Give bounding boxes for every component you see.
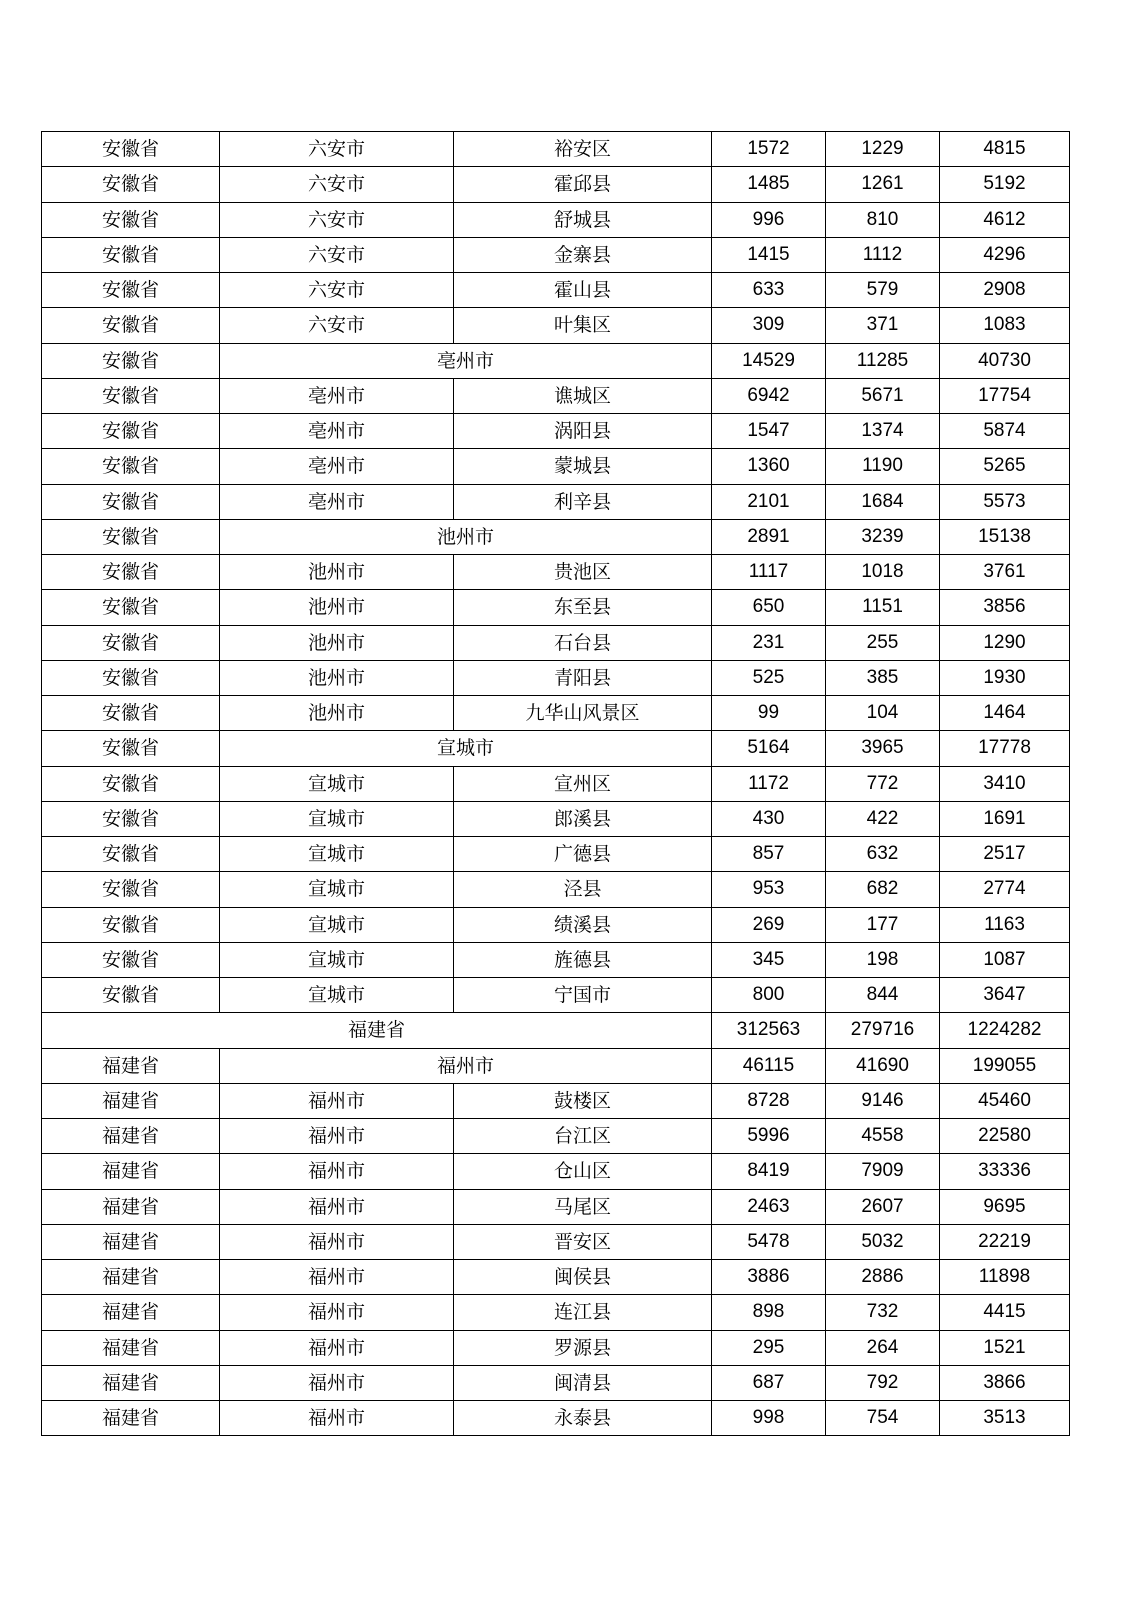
value-cell-1: 1547 <box>712 414 826 449</box>
value-cell-3: 45460 <box>940 1083 1070 1118</box>
value-cell-1: 857 <box>712 837 826 872</box>
county-row <box>42 1330 1070 1365</box>
value-cell-1: 1572 <box>712 132 826 167</box>
county-row <box>42 1224 1070 1259</box>
value-cell-2: 2886 <box>826 1260 940 1295</box>
value-cell-3: 1691 <box>940 801 1070 836</box>
county-row <box>42 625 1070 660</box>
city-cell: 宣城市 <box>220 837 454 872</box>
county-cell: 宁国市 <box>454 978 712 1013</box>
value-cell-3: 17754 <box>940 378 1070 413</box>
city-cell: 六安市 <box>220 273 454 308</box>
value-cell-3: 3866 <box>940 1365 1070 1400</box>
city-cell: 福州市 <box>220 1224 454 1259</box>
value-cell-3: 1224282 <box>940 1013 1070 1048</box>
county-cell: 青阳县 <box>454 660 712 695</box>
value-cell-2: 3965 <box>826 731 940 766</box>
value-cell-2: 9146 <box>826 1083 940 1118</box>
value-cell-2: 11285 <box>826 343 940 378</box>
city-row <box>42 731 1070 766</box>
city-row <box>42 1048 1070 1083</box>
value-cell-3: 3410 <box>940 766 1070 801</box>
value-cell-3: 1290 <box>940 625 1070 660</box>
value-cell-3: 1163 <box>940 907 1070 942</box>
county-row <box>42 942 1070 977</box>
value-cell-2: 5671 <box>826 378 940 413</box>
city-cell: 宣城市 <box>220 766 454 801</box>
province-cell: 安徽省 <box>42 202 220 237</box>
value-cell-3: 17778 <box>940 731 1070 766</box>
value-cell-3: 1930 <box>940 660 1070 695</box>
province-cell: 安徽省 <box>42 660 220 695</box>
city-cell: 池州市 <box>220 696 454 731</box>
county-row <box>42 273 1070 308</box>
county-cell: 泾县 <box>454 872 712 907</box>
city-cell: 宣城市 <box>220 731 712 766</box>
value-cell-1: 2101 <box>712 484 826 519</box>
county-row <box>42 872 1070 907</box>
value-cell-1: 5996 <box>712 1119 826 1154</box>
city-cell: 福州市 <box>220 1083 454 1118</box>
county-row <box>42 978 1070 1013</box>
value-cell-3: 5573 <box>940 484 1070 519</box>
province-cell: 福建省 <box>42 1260 220 1295</box>
county-cell: 马尾区 <box>454 1189 712 1224</box>
city-row <box>42 519 1070 554</box>
province-cell: 福建省 <box>42 1013 712 1048</box>
value-cell-3: 5192 <box>940 167 1070 202</box>
city-cell: 宣城市 <box>220 978 454 1013</box>
value-cell-3: 2908 <box>940 273 1070 308</box>
value-cell-3: 9695 <box>940 1189 1070 1224</box>
value-cell-2: 1018 <box>826 555 940 590</box>
province-cell: 福建省 <box>42 1119 220 1154</box>
province-cell: 安徽省 <box>42 696 220 731</box>
value-cell-1: 14529 <box>712 343 826 378</box>
value-cell-2: 177 <box>826 907 940 942</box>
county-cell: 台江区 <box>454 1119 712 1154</box>
value-cell-2: 732 <box>826 1295 940 1330</box>
city-cell: 池州市 <box>220 625 454 660</box>
value-cell-2: 2607 <box>826 1189 940 1224</box>
county-cell: 利辛县 <box>454 484 712 519</box>
county-cell: 宣州区 <box>454 766 712 801</box>
county-row <box>42 378 1070 413</box>
value-cell-1: 3886 <box>712 1260 826 1295</box>
value-cell-1: 309 <box>712 308 826 343</box>
province-row <box>42 1013 1070 1048</box>
county-row <box>42 1119 1070 1154</box>
value-cell-2: 264 <box>826 1330 940 1365</box>
county-row <box>42 308 1070 343</box>
county-cell: 永泰县 <box>454 1401 712 1436</box>
county-cell: 叶集区 <box>454 308 712 343</box>
county-cell: 涡阳县 <box>454 414 712 449</box>
county-row <box>42 590 1070 625</box>
county-row <box>42 414 1070 449</box>
city-cell: 亳州市 <box>220 343 712 378</box>
value-cell-2: 792 <box>826 1365 940 1400</box>
county-cell: 旌德县 <box>454 942 712 977</box>
county-row <box>42 696 1070 731</box>
province-cell: 福建省 <box>42 1330 220 1365</box>
value-cell-1: 231 <box>712 625 826 660</box>
value-cell-3: 22580 <box>940 1119 1070 1154</box>
value-cell-2: 1684 <box>826 484 940 519</box>
province-cell: 安徽省 <box>42 801 220 836</box>
value-cell-3: 1521 <box>940 1330 1070 1365</box>
county-cell: 晋安区 <box>454 1224 712 1259</box>
value-cell-1: 800 <box>712 978 826 1013</box>
value-cell-2: 41690 <box>826 1048 940 1083</box>
province-cell: 安徽省 <box>42 449 220 484</box>
value-cell-3: 4296 <box>940 237 1070 272</box>
value-cell-1: 650 <box>712 590 826 625</box>
value-cell-1: 8419 <box>712 1154 826 1189</box>
province-cell: 安徽省 <box>42 519 220 554</box>
province-cell: 安徽省 <box>42 978 220 1013</box>
county-row <box>42 1260 1070 1295</box>
county-cell: 绩溪县 <box>454 907 712 942</box>
value-cell-3: 199055 <box>940 1048 1070 1083</box>
province-cell: 安徽省 <box>42 872 220 907</box>
county-row <box>42 555 1070 590</box>
value-cell-1: 898 <box>712 1295 826 1330</box>
county-cell: 蒙城县 <box>454 449 712 484</box>
value-cell-1: 8728 <box>712 1083 826 1118</box>
county-row <box>42 132 1070 167</box>
province-cell: 安徽省 <box>42 484 220 519</box>
county-cell: 裕安区 <box>454 132 712 167</box>
value-cell-1: 345 <box>712 942 826 977</box>
county-row <box>42 237 1070 272</box>
value-cell-1: 99 <box>712 696 826 731</box>
city-cell: 亳州市 <box>220 378 454 413</box>
county-row <box>42 907 1070 942</box>
province-cell: 福建省 <box>42 1295 220 1330</box>
county-row <box>42 1401 1070 1436</box>
value-cell-3: 2774 <box>940 872 1070 907</box>
province-cell: 安徽省 <box>42 907 220 942</box>
value-cell-3: 33336 <box>940 1154 1070 1189</box>
city-cell: 福州市 <box>220 1119 454 1154</box>
value-cell-3: 5874 <box>940 414 1070 449</box>
value-cell-2: 7909 <box>826 1154 940 1189</box>
county-row <box>42 1154 1070 1189</box>
province-cell: 安徽省 <box>42 731 220 766</box>
city-cell: 亳州市 <box>220 484 454 519</box>
county-cell: 金寨县 <box>454 237 712 272</box>
city-cell: 宣城市 <box>220 801 454 836</box>
city-cell: 池州市 <box>220 555 454 590</box>
city-cell: 六安市 <box>220 237 454 272</box>
value-cell-2: 844 <box>826 978 940 1013</box>
county-cell: 九华山风景区 <box>454 696 712 731</box>
value-cell-3: 2517 <box>940 837 1070 872</box>
city-cell: 池州市 <box>220 519 712 554</box>
value-cell-2: 4558 <box>826 1119 940 1154</box>
county-cell: 东至县 <box>454 590 712 625</box>
city-cell: 六安市 <box>220 202 454 237</box>
county-cell: 霍山县 <box>454 273 712 308</box>
value-cell-3: 3856 <box>940 590 1070 625</box>
province-cell: 福建省 <box>42 1189 220 1224</box>
value-cell-1: 1360 <box>712 449 826 484</box>
city-cell: 六安市 <box>220 308 454 343</box>
county-row <box>42 167 1070 202</box>
county-row <box>42 202 1070 237</box>
city-cell: 六安市 <box>220 167 454 202</box>
province-cell: 安徽省 <box>42 378 220 413</box>
value-cell-2: 1261 <box>826 167 940 202</box>
county-cell: 石台县 <box>454 625 712 660</box>
county-row <box>42 484 1070 519</box>
value-cell-1: 996 <box>712 202 826 237</box>
value-cell-2: 104 <box>826 696 940 731</box>
value-cell-2: 1374 <box>826 414 940 449</box>
value-cell-3: 1083 <box>940 308 1070 343</box>
value-cell-1: 1172 <box>712 766 826 801</box>
county-cell: 连江县 <box>454 1295 712 1330</box>
value-cell-3: 11898 <box>940 1260 1070 1295</box>
province-cell: 安徽省 <box>42 766 220 801</box>
city-cell: 宣城市 <box>220 907 454 942</box>
province-cell: 安徽省 <box>42 625 220 660</box>
value-cell-2: 772 <box>826 766 940 801</box>
value-cell-2: 579 <box>826 273 940 308</box>
value-cell-1: 1485 <box>712 167 826 202</box>
value-cell-1: 430 <box>712 801 826 836</box>
province-cell: 安徽省 <box>42 590 220 625</box>
city-cell: 池州市 <box>220 660 454 695</box>
county-cell: 广德县 <box>454 837 712 872</box>
value-cell-3: 4415 <box>940 1295 1070 1330</box>
value-cell-1: 312563 <box>712 1013 826 1048</box>
value-cell-2: 422 <box>826 801 940 836</box>
province-cell: 福建省 <box>42 1365 220 1400</box>
county-cell: 罗源县 <box>454 1330 712 1365</box>
province-cell: 福建省 <box>42 1224 220 1259</box>
value-cell-2: 255 <box>826 625 940 660</box>
city-cell: 福州市 <box>220 1401 454 1436</box>
city-cell: 福州市 <box>220 1295 454 1330</box>
city-cell: 宣城市 <box>220 942 454 977</box>
value-cell-2: 279716 <box>826 1013 940 1048</box>
table-body <box>42 132 1070 1436</box>
value-cell-2: 5032 <box>826 1224 940 1259</box>
statistics-table <box>41 131 1070 1436</box>
county-row <box>42 1365 1070 1400</box>
value-cell-1: 687 <box>712 1365 826 1400</box>
value-cell-1: 2463 <box>712 1189 826 1224</box>
province-cell: 安徽省 <box>42 167 220 202</box>
province-cell: 安徽省 <box>42 273 220 308</box>
value-cell-2: 1112 <box>826 237 940 272</box>
county-cell: 鼓楼区 <box>454 1083 712 1118</box>
value-cell-3: 3647 <box>940 978 1070 1013</box>
value-cell-3: 1087 <box>940 942 1070 977</box>
province-cell: 安徽省 <box>42 308 220 343</box>
value-cell-2: 385 <box>826 660 940 695</box>
province-cell: 安徽省 <box>42 132 220 167</box>
county-cell: 舒城县 <box>454 202 712 237</box>
value-cell-2: 1190 <box>826 449 940 484</box>
county-cell: 谯城区 <box>454 378 712 413</box>
city-cell: 福州市 <box>220 1189 454 1224</box>
value-cell-2: 682 <box>826 872 940 907</box>
value-cell-3: 40730 <box>940 343 1070 378</box>
city-cell: 福州市 <box>220 1330 454 1365</box>
value-cell-3: 3761 <box>940 555 1070 590</box>
city-cell: 亳州市 <box>220 449 454 484</box>
city-cell: 六安市 <box>220 132 454 167</box>
county-row <box>42 1083 1070 1118</box>
city-cell: 福州市 <box>220 1048 712 1083</box>
city-cell: 福州市 <box>220 1365 454 1400</box>
county-row <box>42 449 1070 484</box>
province-cell: 福建省 <box>42 1154 220 1189</box>
value-cell-2: 1229 <box>826 132 940 167</box>
value-cell-2: 1151 <box>826 590 940 625</box>
value-cell-3: 1464 <box>940 696 1070 731</box>
province-cell: 安徽省 <box>42 414 220 449</box>
county-row <box>42 837 1070 872</box>
province-cell: 福建省 <box>42 1401 220 1436</box>
province-cell: 安徽省 <box>42 237 220 272</box>
province-cell: 安徽省 <box>42 942 220 977</box>
value-cell-1: 6942 <box>712 378 826 413</box>
county-cell: 郎溪县 <box>454 801 712 836</box>
value-cell-1: 633 <box>712 273 826 308</box>
value-cell-3: 4612 <box>940 202 1070 237</box>
province-cell: 安徽省 <box>42 555 220 590</box>
county-row <box>42 1295 1070 1330</box>
value-cell-1: 525 <box>712 660 826 695</box>
value-cell-1: 2891 <box>712 519 826 554</box>
value-cell-3: 5265 <box>940 449 1070 484</box>
city-cell: 宣城市 <box>220 872 454 907</box>
value-cell-1: 5164 <box>712 731 826 766</box>
county-row <box>42 1189 1070 1224</box>
value-cell-1: 1415 <box>712 237 826 272</box>
value-cell-1: 269 <box>712 907 826 942</box>
county-row <box>42 660 1070 695</box>
province-cell: 安徽省 <box>42 837 220 872</box>
value-cell-1: 1117 <box>712 555 826 590</box>
value-cell-3: 22219 <box>940 1224 1070 1259</box>
county-cell: 霍邱县 <box>454 167 712 202</box>
county-cell: 闽侯县 <box>454 1260 712 1295</box>
county-row <box>42 766 1070 801</box>
value-cell-1: 5478 <box>712 1224 826 1259</box>
city-cell: 亳州市 <box>220 414 454 449</box>
value-cell-2: 810 <box>826 202 940 237</box>
province-cell: 福建省 <box>42 1083 220 1118</box>
value-cell-1: 46115 <box>712 1048 826 1083</box>
value-cell-1: 998 <box>712 1401 826 1436</box>
value-cell-1: 953 <box>712 872 826 907</box>
city-cell: 池州市 <box>220 590 454 625</box>
value-cell-2: 632 <box>826 837 940 872</box>
value-cell-2: 198 <box>826 942 940 977</box>
value-cell-2: 754 <box>826 1401 940 1436</box>
county-cell: 贵池区 <box>454 555 712 590</box>
value-cell-2: 371 <box>826 308 940 343</box>
value-cell-1: 295 <box>712 1330 826 1365</box>
value-cell-3: 4815 <box>940 132 1070 167</box>
county-cell: 闽清县 <box>454 1365 712 1400</box>
county-cell: 仓山区 <box>454 1154 712 1189</box>
county-row <box>42 801 1070 836</box>
city-cell: 福州市 <box>220 1154 454 1189</box>
city-cell: 福州市 <box>220 1260 454 1295</box>
value-cell-2: 3239 <box>826 519 940 554</box>
city-row <box>42 343 1070 378</box>
value-cell-3: 15138 <box>940 519 1070 554</box>
province-cell: 福建省 <box>42 1048 220 1083</box>
value-cell-3: 3513 <box>940 1401 1070 1436</box>
province-cell: 安徽省 <box>42 343 220 378</box>
